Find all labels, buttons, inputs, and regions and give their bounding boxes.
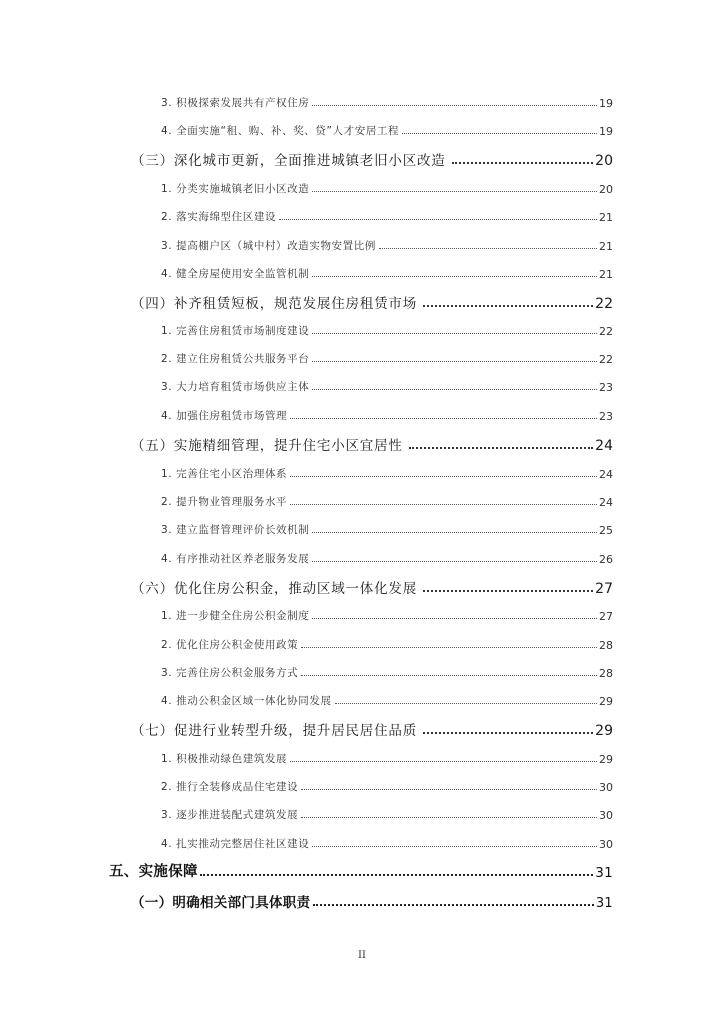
toc-entry-title: 1. 完善住房租赁市场制度建设 bbox=[161, 325, 310, 337]
toc-entry-page: 26 bbox=[599, 553, 613, 566]
toc-section[interactable] bbox=[131, 149, 613, 169]
toc-entry-title: 1. 进一步健全住房公积金制度 bbox=[161, 610, 310, 622]
dot-leader bbox=[313, 903, 593, 906]
toc-entry-title: 3. 提高棚户区（城中村）改造实物安置比例 bbox=[161, 240, 376, 252]
toc-entry[interactable] bbox=[161, 750, 613, 766]
dot-leader bbox=[200, 873, 593, 876]
dot-leader bbox=[290, 760, 597, 762]
toc-entry-title: 2. 提升物业管理服务水平 bbox=[161, 496, 288, 508]
dot-leader bbox=[423, 731, 593, 734]
toc-entry-title: 4. 健全房屋使用安全监管机制 bbox=[161, 268, 310, 280]
dot-leader bbox=[312, 531, 597, 533]
toc-entry-title: 4. 全面实施“租、购、补、奖、贷”人才安居工程 bbox=[161, 125, 400, 137]
toc-chapter-page: 31 bbox=[595, 865, 613, 881]
dot-leader bbox=[290, 475, 597, 477]
toc-entry-page: 30 bbox=[599, 809, 613, 822]
toc-entry-page: 22 bbox=[599, 353, 613, 366]
dot-leader bbox=[312, 845, 597, 847]
toc-entry-title: 3. 积极探索发展共有产权住房 bbox=[161, 97, 310, 109]
toc-entry[interactable] bbox=[161, 208, 613, 224]
toc-entry[interactable] bbox=[161, 778, 613, 794]
dot-leader bbox=[409, 446, 593, 449]
toc-entry-page: 25 bbox=[599, 524, 613, 537]
toc-section[interactable] bbox=[131, 434, 613, 454]
dot-leader bbox=[312, 190, 597, 192]
dot-leader bbox=[402, 132, 597, 134]
toc-section-title: （五）实施精细管理，提升住宅小区宜居性 bbox=[131, 438, 403, 454]
toc-section-page: 31 bbox=[595, 896, 613, 911]
toc-entry-page: 28 bbox=[599, 639, 613, 652]
dot-leader bbox=[312, 388, 597, 390]
toc-entry[interactable] bbox=[161, 378, 613, 394]
toc-entry-title: 2. 建立住房租赁公共服务平台 bbox=[161, 353, 310, 365]
dot-leader bbox=[452, 161, 594, 164]
toc-entry-title: 2. 落实海绵型住区建设 bbox=[161, 211, 277, 223]
dot-leader bbox=[301, 674, 597, 676]
toc-section-page: 20 bbox=[595, 153, 613, 169]
toc-entry[interactable] bbox=[161, 465, 613, 481]
toc-entry[interactable] bbox=[161, 407, 613, 423]
toc-entry-title: 4. 扎实推动完整居住社区建设 bbox=[161, 838, 310, 850]
page-number: II bbox=[358, 950, 366, 961]
toc-entry[interactable] bbox=[161, 122, 613, 138]
toc-entry[interactable] bbox=[161, 835, 613, 851]
toc-entry-page: 24 bbox=[599, 496, 613, 509]
dot-leader bbox=[312, 560, 597, 562]
toc-section-title: （三）深化城市更新，全面推进城镇老旧小区改造 bbox=[131, 153, 446, 169]
dot-leader bbox=[423, 589, 593, 592]
dot-leader bbox=[423, 304, 593, 307]
toc-entry-title: 1. 分类实施城镇老旧小区改造 bbox=[161, 183, 310, 195]
toc-entry[interactable] bbox=[161, 664, 613, 680]
toc-entry-page: 22 bbox=[599, 325, 613, 338]
toc-entry[interactable] bbox=[161, 322, 613, 338]
toc-entry-page: 20 bbox=[599, 183, 613, 196]
toc-entry-title: 4. 推动公积金区域一体化协同发展 bbox=[161, 695, 332, 707]
toc-entry-page: 29 bbox=[599, 753, 613, 766]
toc-entry-title: 3. 大力培育租赁市场供应主体 bbox=[161, 381, 310, 393]
toc-section-title: （四）补齐租赁短板，规范发展住房租赁市场 bbox=[131, 296, 417, 312]
toc-entry-title: 1. 完善住宅小区治理体系 bbox=[161, 468, 288, 480]
toc-section[interactable] bbox=[131, 292, 613, 312]
toc-entry-page: 23 bbox=[599, 410, 613, 423]
toc-entry-page: 19 bbox=[599, 125, 613, 138]
toc-entry-page: 29 bbox=[599, 695, 613, 708]
toc-entry[interactable] bbox=[161, 550, 613, 566]
toc-section-page: 29 bbox=[595, 723, 613, 739]
dot-leader bbox=[301, 788, 597, 790]
toc-section-title: （一）明确相关部门具体职责 bbox=[131, 895, 311, 911]
toc-entry[interactable] bbox=[161, 493, 613, 509]
toc-entry-page: 19 bbox=[599, 97, 613, 110]
toc-section-title: （六）优化住房公积金，推动区域一体化发展 bbox=[131, 581, 417, 597]
toc-entry-page: 21 bbox=[599, 211, 613, 224]
toc-entry-title: 1. 积极推动绿色建筑发展 bbox=[161, 753, 288, 765]
toc-entry-title: 4. 加强住房租赁市场管理 bbox=[161, 410, 288, 422]
toc-entry-title: 3. 完善住房公积金服务方式 bbox=[161, 667, 299, 679]
toc-entry-page: 28 bbox=[599, 667, 613, 680]
toc-chapter-title: 五、实施保障 bbox=[109, 864, 198, 880]
toc-section[interactable] bbox=[131, 719, 613, 739]
toc-entry[interactable] bbox=[161, 350, 613, 366]
dot-leader bbox=[301, 646, 597, 648]
dot-leader bbox=[312, 617, 597, 619]
dot-leader bbox=[290, 503, 597, 505]
toc-entry-title: 4. 有序推动社区养老服务发展 bbox=[161, 553, 310, 565]
toc-entry-title: 2. 优化住房公积金使用政策 bbox=[161, 639, 299, 651]
toc-entry-title: 2. 推行全装修成品住宅建设 bbox=[161, 781, 299, 793]
toc-entry[interactable] bbox=[161, 806, 613, 822]
toc-entry[interactable] bbox=[161, 521, 613, 537]
toc-chapter[interactable] bbox=[109, 861, 613, 881]
toc-entry[interactable] bbox=[161, 94, 613, 110]
toc-entry[interactable] bbox=[161, 607, 613, 623]
toc-entry-page: 24 bbox=[599, 468, 613, 481]
toc-entry-page: 23 bbox=[599, 381, 613, 394]
dot-leader bbox=[379, 247, 597, 249]
toc-entry-page: 30 bbox=[599, 838, 613, 851]
toc-entry[interactable] bbox=[161, 237, 613, 253]
toc-entry[interactable] bbox=[161, 180, 613, 196]
toc-section[interactable] bbox=[131, 577, 613, 597]
toc-section-title: （七）促进行业转型升级，提升居民居住品质 bbox=[131, 723, 417, 739]
toc-entry-page: 27 bbox=[599, 610, 613, 623]
toc-entry-page: 21 bbox=[599, 240, 613, 253]
dot-leader bbox=[335, 702, 597, 704]
toc-entry[interactable] bbox=[161, 636, 613, 652]
toc-entry[interactable] bbox=[161, 265, 613, 281]
toc-entry-page: 30 bbox=[599, 781, 613, 794]
dot-leader bbox=[279, 218, 597, 220]
toc-section-page: 24 bbox=[595, 438, 613, 454]
toc-entry-page: 21 bbox=[599, 268, 613, 281]
dot-leader bbox=[312, 104, 597, 106]
dot-leader bbox=[312, 275, 597, 277]
dot-leader bbox=[301, 816, 597, 818]
toc-entry-title: 3. 建立监督管理评价长效机制 bbox=[161, 524, 310, 536]
dot-leader bbox=[312, 360, 597, 362]
toc-entry[interactable] bbox=[161, 692, 613, 708]
toc-section-page: 27 bbox=[595, 581, 613, 597]
toc-entry-title: 3. 逐步推进装配式建筑发展 bbox=[161, 809, 299, 821]
toc-section[interactable] bbox=[131, 891, 613, 911]
dot-leader bbox=[312, 332, 597, 334]
dot-leader bbox=[290, 417, 597, 419]
toc-section-page: 22 bbox=[595, 296, 613, 312]
